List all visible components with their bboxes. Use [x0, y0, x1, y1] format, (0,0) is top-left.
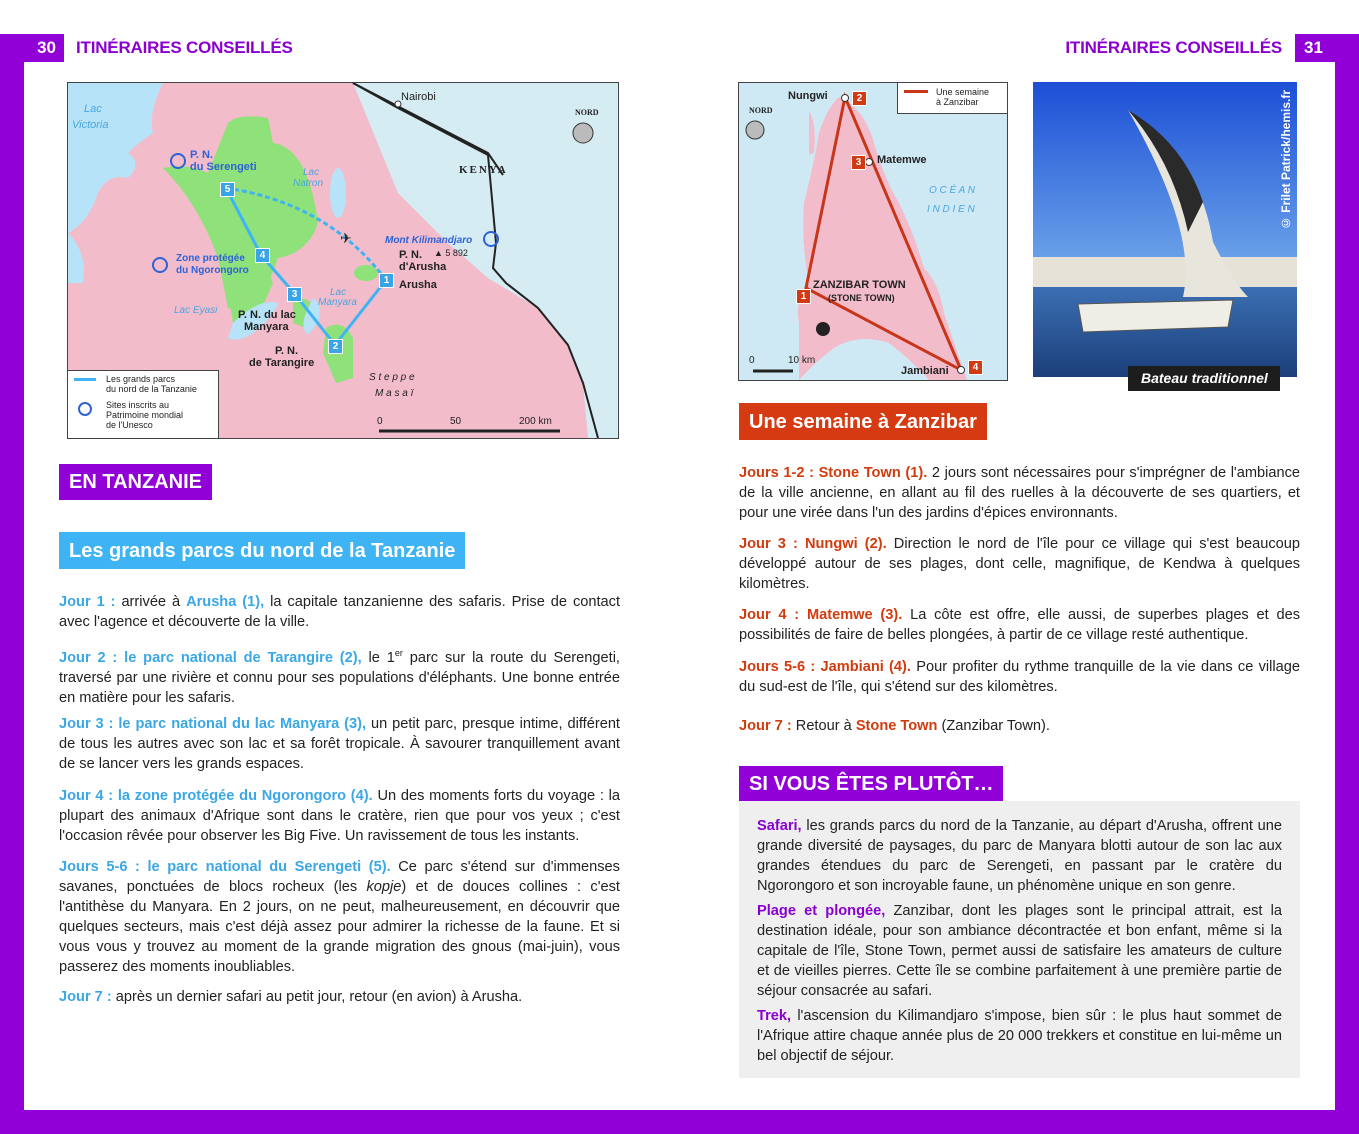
running-title-right: ITINÉRAIRES CONSEILLÉS — [1065, 38, 1282, 57]
label-zanzibar-town: ZANZIBAR TOWN — [813, 279, 906, 291]
label-pn-arusha-1: P. N. — [399, 249, 423, 261]
page-number-left: 30 — [37, 38, 56, 57]
label-lac-natron-2: Natron — [293, 178, 324, 189]
stop-badge-2: 2 — [328, 339, 343, 354]
place-name: Arusha (1), — [186, 594, 265, 610]
stop-badge-3: 3 — [287, 287, 302, 302]
lake-natron — [330, 168, 346, 218]
profile-text: les grands parcs du nord de la Tanzanie, au départ d'Arusha, offrent une grande diversité de paysages, du parc de Manyara blotti autour de son lac aux grandes étendues du parc de Serengeti, en passant par le cratère du Ngorongoro et son incroyable faune, un phénomène unique en son genre. — [757, 818, 1282, 894]
profile-text: Zanzibar, dont les plages sont le principal attrait, est la destination idéale, pour son ambiance décontractée et bon enfant, même si la capitale de l'île, Stone Town, permet aussi de satisfaire les amateurs de culture et de vieilles pierres. Cette île se combine parfaitement à une première partie de séjour consacrée au safari. — [757, 903, 1282, 999]
stop-badge-3: 3 — [851, 155, 866, 170]
lake-victoria — [68, 83, 163, 233]
day-text: le 1 — [361, 649, 395, 666]
label-pn-arusha-2: d'Arusha — [399, 261, 447, 273]
profile-label: Trek, — [757, 1008, 792, 1024]
scale-end: 200 km — [519, 416, 552, 427]
legend-unesco-icon — [78, 402, 92, 416]
label-lac-natron-1: Lac — [303, 167, 320, 178]
day-text-italic: kopje — [366, 879, 402, 895]
label-manyara-2: Manyara — [244, 321, 289, 333]
day-text: après un dernier safari au petit jour, retour (en avion) à Arusha. — [111, 989, 523, 1005]
day-label: Jour 3 : le parc national du lac Manyara (3), — [59, 716, 367, 732]
compass-globe-icon — [573, 123, 593, 143]
stop-badge-2: 2 — [852, 91, 867, 106]
profile-paragraph — [757, 901, 1282, 1001]
scale-mid: 50 — [450, 416, 462, 427]
scale-zero: 0 — [749, 355, 755, 366]
day-text: un petit parc, presque intime, différent de tous les autres avec son lac et sa forêt tropicale. À savourer tranquillement avant de se lancer vers les grands espaces. — [59, 716, 620, 772]
day-text: Retour à — [791, 718, 856, 734]
day-paragraph — [59, 643, 620, 708]
stop-badge-5: 5 — [220, 182, 235, 197]
label-nord: NORD — [575, 108, 599, 117]
stop-badge-1: 1 — [796, 289, 811, 304]
superscript: er — [394, 648, 403, 658]
label-arusha: Arusha — [399, 279, 437, 291]
compass-globe-icon — [746, 121, 764, 139]
stop-badge-4: 4 — [968, 360, 983, 375]
tanzania-map-legend — [67, 370, 219, 439]
photo-traditional-boat — [1033, 82, 1297, 377]
legend-unesco-line2: Patrimoine mondial — [106, 410, 184, 420]
label-tarangire-2: de Tarangire — [249, 357, 315, 369]
day-paragraph — [739, 716, 1300, 736]
section-heading-en-tanzanie: EN TANZANIE — [59, 464, 212, 500]
left-border-bar — [0, 62, 24, 1134]
scale-end: 10 km — [788, 355, 816, 366]
label-tarangire-1: P. N. — [275, 345, 299, 357]
day-label: Jour 3 : Nungwi (2). — [739, 536, 887, 552]
day-text: ) et de douces collines : c'est l'antithèse du Manyara. En 2 jours, on ne peut, malheureusement, en découvrir que quelques secteurs, mais c'est déjà assez pour admirer la richesse de la faune. Et si vous vous y trouvez au moment de la grande migration des gnous (mai-juin), vous passerez des moments inoubliables. — [59, 879, 620, 975]
day-label: Jour 7 : — [739, 718, 792, 734]
label-steppe-2: M a s a ï — [375, 388, 414, 399]
day-paragraph — [59, 592, 620, 632]
label-stone-town: (STONE TOWN) — [828, 293, 895, 303]
label-ocean-1: O C É A N — [929, 185, 975, 196]
label-lac-manyara-1: Lac — [330, 287, 347, 298]
day-paragraph — [59, 987, 620, 1007]
stop-badge-4: 4 — [255, 248, 270, 263]
zanzibar-island — [798, 97, 967, 380]
legend-line2: à Zanzibar — [936, 97, 979, 107]
zanzibar-map — [738, 82, 1008, 381]
label-jambiani: Jambiani — [901, 365, 949, 377]
label-serengeti-1: P. N. — [190, 149, 214, 161]
scale-zero: 0 — [377, 416, 383, 427]
page-number-right-tab — [1295, 34, 1359, 62]
airport-icon — [816, 322, 830, 336]
itinerary-heading-zanzibar: Une semaine à Zanzibar — [739, 403, 987, 440]
day-paragraph — [59, 857, 620, 977]
day-label: Jour 2 : le parc national de Tarangire (2), — [59, 649, 362, 666]
running-title-left: ITINÉRAIRES CONSEILLÉS — [76, 38, 293, 57]
right-border-bar — [1335, 62, 1359, 1134]
unesco-icon-ngorongoro — [153, 258, 167, 272]
day-text: Un des moments forts du voyage : la plupart des animaux d'Afrique sont dans le cratère, rien que pour vos yeux ; c'est l'occasion rêvée pour observer les Big Five. Un ravissement de tous les instants. — [59, 788, 620, 844]
day-text: Pour profiter du rythme tranquille de la vie dans ce village du sud-est de l'île, qui s'étend sur des kilomètres. — [739, 659, 1300, 695]
legend-route-line1: Les grands parcs — [106, 374, 176, 384]
label-altitude: ▲ 5 892 — [434, 248, 468, 258]
day-label: Jours 5-6 : le parc national du Serengeti (5). — [59, 859, 391, 875]
day-paragraph — [59, 786, 620, 846]
zanzibar-map-graphic — [739, 83, 1007, 380]
profile-paragraph — [757, 1006, 1282, 1066]
day-label: Jour 4 : la zone protégée du Ngorongoro (4). — [59, 788, 373, 804]
label-steppe-1: S t e p p e — [369, 372, 415, 383]
photo-credit: © Frilet Patrick/hemis.fr — [1279, 90, 1293, 231]
page-number-right: 31 — [1304, 38, 1323, 57]
label-nairobi: Nairobi — [401, 91, 436, 103]
day-paragraph — [739, 657, 1300, 697]
tanzania-map — [67, 82, 619, 439]
legend-unesco-line1: Sites inscrits au — [106, 400, 170, 410]
label-ocean-2: I N D I E N — [927, 204, 975, 215]
label-lac-manyara-2: Manyara — [318, 297, 357, 308]
legend-route-line2: du nord de la Tanzanie — [106, 384, 197, 394]
day-text: la capitale tanzanienne des safaris. Prise de contact avec l'agence et découverte de la ville. — [59, 594, 621, 630]
label-kenya: KENYA — [459, 164, 508, 176]
bottom-border-bar — [0, 1110, 1359, 1134]
day-paragraph — [739, 534, 1300, 594]
label-lac-victoria-1: Lac — [84, 103, 102, 115]
day-paragraph — [739, 605, 1300, 645]
day-label: Jour 7 : — [59, 989, 112, 1005]
label-lac-eyasi: Lac Eyasi — [174, 305, 218, 316]
day-label: Jours 5-6 : Jambiani (4). — [739, 659, 911, 675]
day-label: Jours 1-2 : Stone Town (1). — [739, 465, 928, 481]
day-label: Jour 1 : — [59, 594, 116, 610]
day-text: arrivée à — [115, 594, 187, 610]
label-nord: NORD — [749, 106, 773, 115]
day-text: La côte est offre, elle aussi, de superbes plages et des possibilités de faire de belles plongées, à partir de ce village resté authentique. — [739, 607, 1300, 643]
legend-route-swatch — [74, 378, 96, 381]
plane-icon: ✈ — [340, 230, 352, 246]
label-kilimandjaro: Mont Kilimandjaro — [385, 235, 473, 246]
place-name: Stone Town — [855, 718, 938, 734]
photo-caption: Bateau traditionnel — [1128, 366, 1280, 391]
label-manyara-1: P. N. du lac — [238, 309, 296, 321]
legend-unesco-line3: de l'Unesco — [106, 420, 153, 430]
day-text: Direction le nord de l'île pour ce village qui s'est beaucoup développé autour de ses plages, dont celle, magnifique, de Kendwa à quelques kilomètres. — [739, 536, 1301, 592]
legend-line1: Une semaine — [936, 87, 990, 97]
section-heading-plutot: SI VOUS ÊTES PLUTÔT… — [739, 766, 1003, 801]
profile-label: Safari, — [757, 818, 802, 834]
label-ngorongoro-1: Zone protégée — [176, 253, 245, 264]
profile-text: l'ascension du Kilimandjaro s'impose, bien sûr : le plus haut sommet de l'Afrique attire chaque année plus de 20 000 trekkers et constitue en lui-même un bel objectif de séjour. — [757, 1008, 1282, 1064]
stop-badge-1: 1 — [379, 273, 394, 288]
label-matemwe: Matemwe — [877, 154, 927, 166]
day-text: (Zanzibar Town). — [937, 718, 1050, 734]
zanzibar-map-legend — [897, 82, 1008, 114]
day-paragraph — [739, 463, 1300, 523]
label-nungwi: Nungwi — [788, 90, 828, 102]
label-lac-victoria-2: Victoria — [72, 119, 109, 131]
day-text: 2 jours sont nécessaires pour s'imprégner de l'ambiance de la ville ancienne, en allant au fil des ruelles à la découverte de ses quartiers, et pour une virée dans l'un des jardins d'épices environnants. — [739, 465, 1300, 521]
photo-image — [1033, 82, 1297, 377]
legend-route-swatch — [904, 90, 928, 93]
day-text: parc sur la route du Serengeti, traversé par une rivière et connu pour ses populations d'éléphants. Une bonne entrée en matière pour les safaris. — [59, 649, 620, 706]
itinerary-heading-grands-parcs: Les grands parcs du nord de la Tanzanie — [59, 532, 465, 569]
day-label: Jour 4 : Matemwe (3). — [739, 607, 903, 623]
label-serengeti-2: du Serengeti — [190, 161, 257, 173]
page-number-left-tab — [0, 34, 64, 62]
day-text: Ce parc s'étend sur d'immenses savanes, ponctuées de blocs rocheux (les — [59, 859, 620, 895]
unesco-icon-serengeti — [171, 154, 185, 168]
day-paragraph — [59, 714, 620, 774]
profile-label: Plage et plongée, — [757, 903, 886, 919]
profile-paragraph — [757, 816, 1282, 896]
label-ngorongoro-2: du Ngorongoro — [176, 265, 249, 276]
